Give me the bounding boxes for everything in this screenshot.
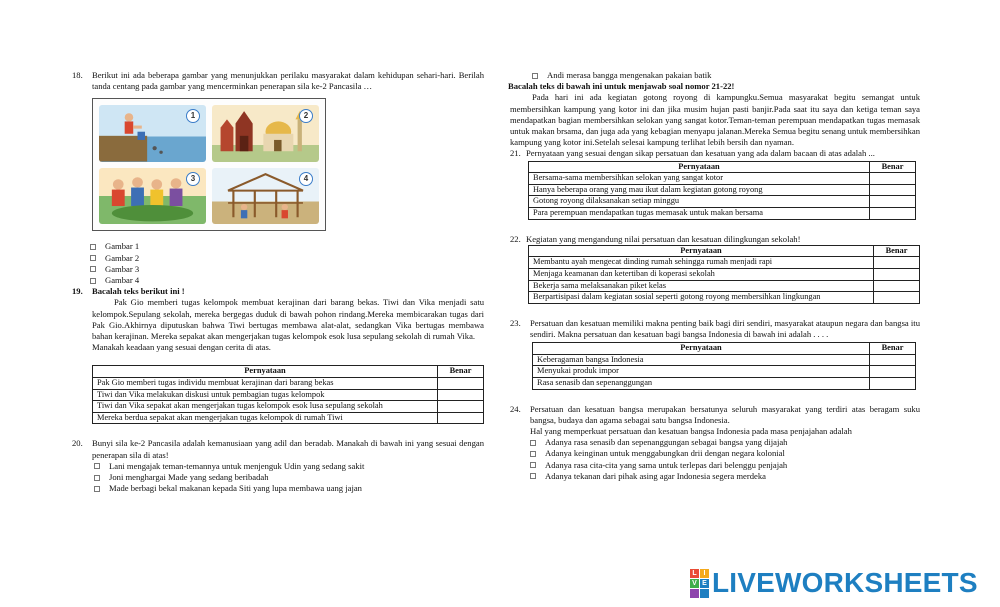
option-item[interactable]: Made berbagi bekal makanan kepada Siti yang lupa membawa uang jajan: [94, 483, 484, 494]
question-text: Persatuan dan kesatuan bangsa merupakan bersatunya seluruh masyarakat yang terdiri atas beragam suku bangsa, budaya dan agama sebagai satu bangsa Indonesia.: [530, 403, 920, 425]
left-column: [72, 70, 484, 494]
column-header: Benar: [870, 161, 916, 173]
answer-cell[interactable]: [870, 196, 916, 208]
logo-cube: E: [700, 579, 709, 588]
right-column: [508, 70, 920, 482]
column-header: Benar: [870, 343, 916, 355]
column-header: Pernyataan: [533, 343, 870, 355]
question-text: Kegiatan yang mengandung nilai persatuan dan kesatuan dilingkungan sekolah!: [526, 233, 801, 244]
behavior-pictures: [92, 98, 326, 231]
column-header: Benar: [874, 245, 920, 257]
option-item[interactable]: Andi merasa bangga mengenakan pakaian batik: [532, 70, 920, 81]
question-number: 21.: [510, 148, 521, 159]
answer-cell[interactable]: [438, 412, 484, 424]
logo-cube: L: [690, 569, 699, 578]
picture-number: 3: [186, 172, 200, 186]
question-text: Bunyi sila ke-2 Pancasila adalah kemanusiaan yang adil dan beradab. Manakah di bawah ini yang sesuai dengan penerapan sila di atas!: [92, 438, 484, 460]
checkbox[interactable]: [94, 486, 100, 492]
answer-cell[interactable]: [870, 377, 916, 389]
question-number: 19.: [72, 286, 83, 297]
question-text: Pernyataan yang sesuai dengan sikap persatuan dan kesatuan yang ada dalam bacaan di atas adalah ...: [526, 148, 875, 159]
answer-cell[interactable]: [438, 401, 484, 413]
question-23: [510, 318, 920, 340]
question-number: 23.: [510, 317, 521, 328]
answer-cell[interactable]: [874, 280, 920, 292]
logo-cube: I: [700, 569, 709, 578]
table-row: Para perempuan mendapatkan tugas memasak untuk makan bersama: [529, 208, 916, 220]
passage-heading: Bacalah teks di bawah ini untuk menjawab soal nomor 21-22!: [508, 81, 735, 92]
q18-options: [72, 241, 484, 286]
picture-number: 2: [299, 109, 313, 123]
answer-cell[interactable]: [870, 173, 916, 185]
option-item[interactable]: Joni menghargai Made yang sedang beribadah: [94, 472, 484, 483]
question-21: [510, 148, 920, 159]
question-prompt: Manakah keadaan yang sesuai dengan cerita di atas.: [92, 342, 271, 353]
question-19: [72, 286, 484, 353]
checkbox[interactable]: [94, 475, 100, 481]
table-row: Menyukai produk impor: [533, 366, 916, 378]
logo-cube: [700, 589, 709, 598]
answer-cell[interactable]: [870, 354, 916, 366]
answer-cell[interactable]: [438, 389, 484, 401]
question-heading: Bacalah teks berikut ini !: [92, 286, 185, 297]
question-22: [510, 234, 920, 245]
option-item[interactable]: Adanya tekanan dari pihak asing agar Indonesia segera merdeka: [530, 471, 920, 482]
checkbox[interactable]: [532, 73, 538, 79]
picture-4: [212, 168, 319, 225]
passage-text: Pada hari ini ada kegiatan gotong royong di kampungku.Semua masyarakat begitu semangat untuk membersihkan kampung yang kotor ini dan jika musim hujan pasti banjir.Pada saat itu saya dan ketiga teman saya mendapatkan bagian membersihkan selokan yang sangat kotor.Teman-teman perempuan mendapatkan tugas memasak untuk makan brsama, dan juga ada yang kebagian menyapu jalanan.Mereka Semua begitu senang untuk membersihkan kampung yang kotor ini.Setelah selesai kampung terlihat lebih bersih dan nyaman.: [510, 92, 920, 148]
question-text: Persatuan dan kesatuan memiliki makna penting baik bagi diri sendiri, masyarakat ataupun negara dan bangsa itu sendiri. Makna persatuan dan kesatuan bagi bangsa Indonesia di bawah ini adalah . . . .: [530, 317, 920, 339]
option-gambar-1[interactable]: Gambar 1: [90, 241, 484, 252]
logo-text: LIVEWORKSHEETS: [712, 567, 978, 598]
checkbox[interactable]: [90, 255, 96, 261]
q20-options: [76, 461, 484, 495]
table-row: Pak Gio memberi tugas individu membuat kerajinan dari barang bekas: [93, 378, 484, 390]
picture-1: [99, 105, 206, 162]
checkbox[interactable]: [90, 244, 96, 250]
table-row: Tiwi dan Vika melakukan diskusi untuk pembagian tugas kelompok: [93, 389, 484, 401]
checkbox[interactable]: [530, 451, 536, 457]
question-number: 24.: [510, 403, 521, 414]
question-text-2: Hal yang memperkuat persatuan dan kesatuan bangsa Indonesia pada masa penjajahan adalah: [530, 425, 852, 436]
answer-cell[interactable]: [874, 268, 920, 280]
option-item[interactable]: Lani mengajak teman-temannya untuk menjenguk Udin yang sedang sakit: [94, 461, 484, 472]
answer-cell[interactable]: [870, 366, 916, 378]
table-row: Rasa senasib dan sepenanggungan: [533, 377, 916, 389]
checkbox[interactable]: [90, 266, 96, 272]
table-row: Membantu ayah mengecat dinding rumah sehingga rumah menjadi rapi: [529, 257, 920, 269]
table-row: Hanya beberapa orang yang mau ikut dalam kegiatan gotong royong: [529, 184, 916, 196]
story-text: Pak Gio memberi tugas kelompok membuat kerajinan dari barang bekas. Tiwi dan Vika menjadi satu kelompok.Sepulang sekolah, mereka bergegas duduk di bawah pohon rindang.Mereka membicarakan tugas dari Pak Gio.Akhirnya diputuskan bahwa Tiwi bertugas membawa alat-alat, sedangkan Vika bertugas membawa bahan kerajinan. Mereka sepakat akan mengerjakan tugas kelompok esok lusa sepulang sekolah di rumah Vika.: [92, 297, 484, 342]
logo-cube: V: [690, 579, 699, 588]
option-gambar-4[interactable]: Gambar 4: [90, 275, 484, 286]
table-row: Bekerja sama melaksanakan piket kelas: [529, 280, 920, 292]
question-18: [72, 70, 484, 92]
table-row: Keberagaman bangsa Indonesia: [533, 354, 916, 366]
question-number: 20.: [72, 438, 83, 449]
question-20: [72, 438, 484, 460]
picture-3: [99, 168, 206, 225]
table-row: Mereka berdua sepakat akan mengerjakan tugas kelompok di rumah Tiwi: [93, 412, 484, 424]
column-header: Pernyataan: [529, 161, 870, 173]
picture-number: 1: [186, 109, 200, 123]
checkbox[interactable]: [94, 463, 100, 469]
answer-cell[interactable]: [874, 292, 920, 304]
question-number: 22.: [510, 233, 521, 244]
table-row: Bersama-sama membersihkan selokan yang sangat kotor: [529, 173, 916, 185]
option-item[interactable]: Adanya keinginan untuk menggabungkan drii dengan negara kolonial: [530, 448, 920, 459]
q22-statement-table: [528, 245, 920, 304]
answer-cell[interactable]: [874, 257, 920, 269]
question-24: [510, 404, 920, 438]
table-row: Gotong royong dilaksanakan setiap minggu: [529, 196, 916, 208]
option-gambar-3[interactable]: Gambar 3: [90, 264, 484, 275]
answer-cell[interactable]: [870, 208, 916, 220]
question-text: Berikut ini ada beberapa gambar yang menunjukkan perilaku masyarakat dalam kehidupan sehari-hari. Berilah tanda centang pada gambar yang mencerminkan penerapan sila ke-2 Pancasila …: [92, 70, 484, 92]
column-header: Pernyataan: [529, 245, 874, 257]
picture-number: 4: [299, 172, 313, 186]
answer-cell[interactable]: [870, 184, 916, 196]
q23-statement-table: [532, 342, 916, 389]
logo-cube: [690, 589, 699, 598]
checkbox[interactable]: [90, 278, 96, 284]
option-gambar-2[interactable]: Gambar 2: [90, 253, 484, 264]
table-row: Tiwi dan Vika sepakat akan mengerjakan tugas kelompok esok lusa sepulang sekolah: [93, 401, 484, 413]
column-header: Pernyataan: [93, 366, 438, 378]
q19-statement-table: [92, 365, 484, 424]
q24-options: [512, 437, 920, 482]
answer-cell[interactable]: [438, 378, 484, 390]
checkbox[interactable]: [530, 462, 536, 468]
logo-cubes-icon: [690, 569, 709, 598]
question-number: 18.: [72, 70, 83, 80]
option-item[interactable]: Adanya rasa cita-cita yang sama untuk terlepas dari belenggu penjajah: [530, 460, 920, 471]
option-item[interactable]: Adanya rasa senasib dan sepenanggungan sebagai bangsa yang dijajah: [530, 437, 920, 448]
checkbox[interactable]: [530, 440, 536, 446]
liveworksheets-logo[interactable]: [690, 568, 978, 598]
picture-2: [212, 105, 319, 162]
table-row: Menjaga keamanan dan ketertiban di koperasi sekolah: [529, 268, 920, 280]
checkbox[interactable]: [530, 473, 536, 479]
table-row: Berpartisipasi dalam kegiatan sosial seperti gotong royong membersihkan lingkungan: [529, 292, 920, 304]
column-header: Benar: [438, 366, 484, 378]
q21-statement-table: [528, 161, 916, 220]
